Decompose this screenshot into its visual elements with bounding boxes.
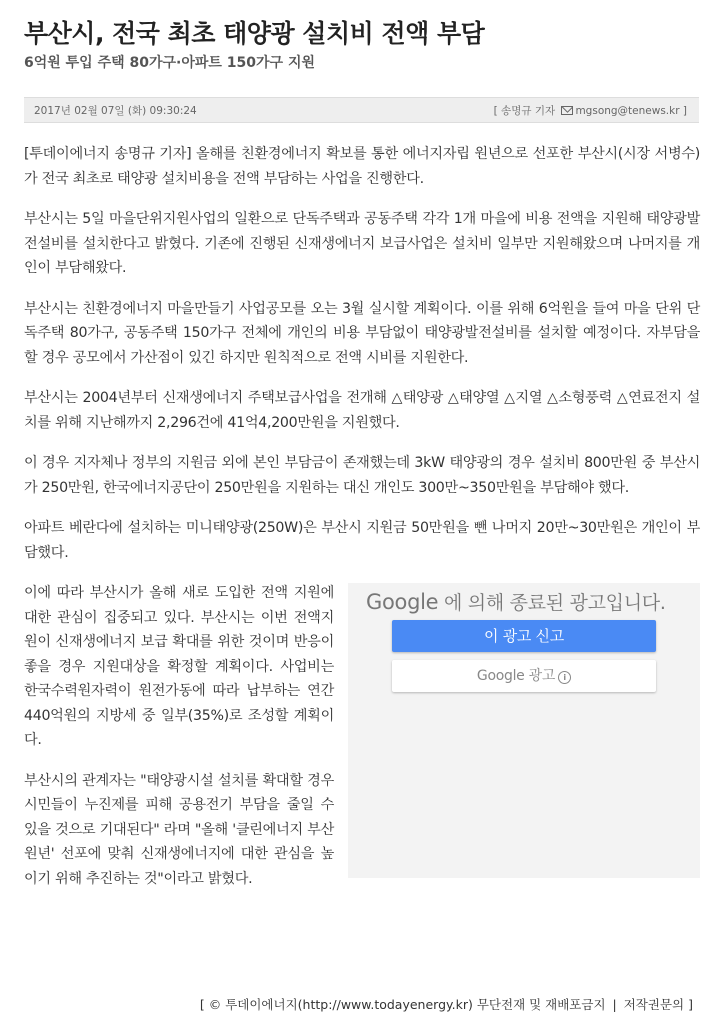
publish-date: 2017년 02월 07일 (화) 09:30:24 [34, 105, 197, 117]
mail-icon[interactable] [561, 106, 573, 115]
article-paragraph: 부산시의 관계자는 "태양광시설 설치를 확대할 경우 시민들이 누진제를 피해 공용전기 부담을 줄일 수 있을 것으로 기대된다" 라며 "올해 '클린에너지 부산 원년' 선포에 맞춰 신재생에너지에 대한 관심을 높이기 위해 추진하는 것"이라고 밝혔다. [24, 772, 334, 887]
article-title: 부산시, 전국 최초 태양광 설치비 전액 부담 [24, 19, 485, 48]
author-name: 송명규 기자 [501, 105, 556, 117]
article-paragraph: [투데이에너지 송명규 기자] 올해를 친환경에너지 확보를 통한 에너지자립 원년으로 선포한 부산시(시장 서병수)가 전국 최초로 태양광 설치비용을 전액 부담하는 사업을 진행한다. [24, 146, 700, 187]
google-ads-button[interactable] [392, 660, 656, 692]
ad-closed-label: 에 의해 종료된 광고입니다. [438, 592, 666, 614]
copyright-text: © 투데이에너지(http://www.todayenergy.kr) 무단전재 및 재배포금지 [208, 997, 606, 1012]
article-paragraph: 이에 따라 부산시가 올해 새로 도입한 전액 지원에 대한 관심이 집중되고 있다. 부산시는 이번 전액지원이 신재생에너지 보급 확대를 위한 것이며 반응이 좋을 경우 지원대상을 확정할 계획이다. 사업비는 한국수력원자력이 원전가동에 따라 납부하는 연간 440억원의 지방세 중 일부(35%)로 조성할 계획이다. [24, 585, 334, 748]
author-email-link[interactable]: mgsong@tenews.kr [575, 105, 680, 117]
footer-separator: | [612, 997, 617, 1012]
copyright-inquiry-link[interactable]: 저작권문의 [623, 997, 685, 1012]
article-paragraph: 이 경우 지자체나 정부의 지원금 외에 본인 부담금이 존재했는데 3kW 태양광의 경우 설치비 800만원 중 부산시가 250만원, 한국에너지공단이 250만원을 지원하는 대신 개인도 300만~350만원을 부담해야 했다. [24, 455, 700, 496]
meta-bracket-close: ] [682, 105, 687, 117]
meta-bracket-open: [ [493, 105, 498, 117]
info-icon: i [558, 671, 571, 684]
copyright-footer [200, 995, 693, 1013]
author-info [494, 103, 687, 118]
google-logo-text: Google [366, 590, 439, 614]
article-body [24, 142, 700, 907]
article-paragraph: 부산시는 2004년부터 신재생에너지 주택보급사업을 전개해 △태양광 △태양열 △지열 △소형풍력 △연료전지 설치를 위해 지난해까지 2,296건에 41억4,200만원을 지원했다. [24, 390, 700, 431]
footer-bracket-open: [ [199, 997, 205, 1012]
article-meta-bar [24, 97, 699, 123]
article-subtitle: 6억원 투입 주택 80가구·아파트 150가구 지원 [24, 55, 315, 71]
footer-bracket-close: ] [688, 997, 693, 1012]
google-ads-label: Google 광고 [476, 668, 556, 684]
article-paragraph: 아파트 베란다에 설치하는 미니태양광(250W)은 부산시 지원금 50만원을 뺀 나머지 20만~30만원은 개인이 부담했다. [24, 520, 700, 561]
ad-closed-message [366, 590, 666, 616]
report-ad-button[interactable]: 이 광고 신고 [392, 620, 656, 652]
article-paragraph: 부산시는 친환경에너지 마을만들기 사업공모를 오는 3월 실시할 계획이다. 이를 위해 6억원을 들여 마을 단위 단독주택 80가구, 공동주택 150가구 전체에 개인의 비용 부담없이 태양광발전설비를 설치할 예정이다. 자부담을 할 경우 공모에서 가산점이 있긴 하지만 원칙적으로 전액 시비를 지원한다. [24, 300, 700, 366]
ad-closed-panel [348, 583, 700, 878]
article-paragraph: 부산시는 5일 마을단위지원사업의 일환으로 단독주택과 공동주택 각각 1개 마을에 비용 전액을 지원해 태양광발전설비를 설치한다고 밝혔다. 기존에 진행된 신재생에너지 보급사업은 설치비 일부만 지원해왔으며 나머지를 개인이 부담해왔다. [24, 211, 700, 276]
